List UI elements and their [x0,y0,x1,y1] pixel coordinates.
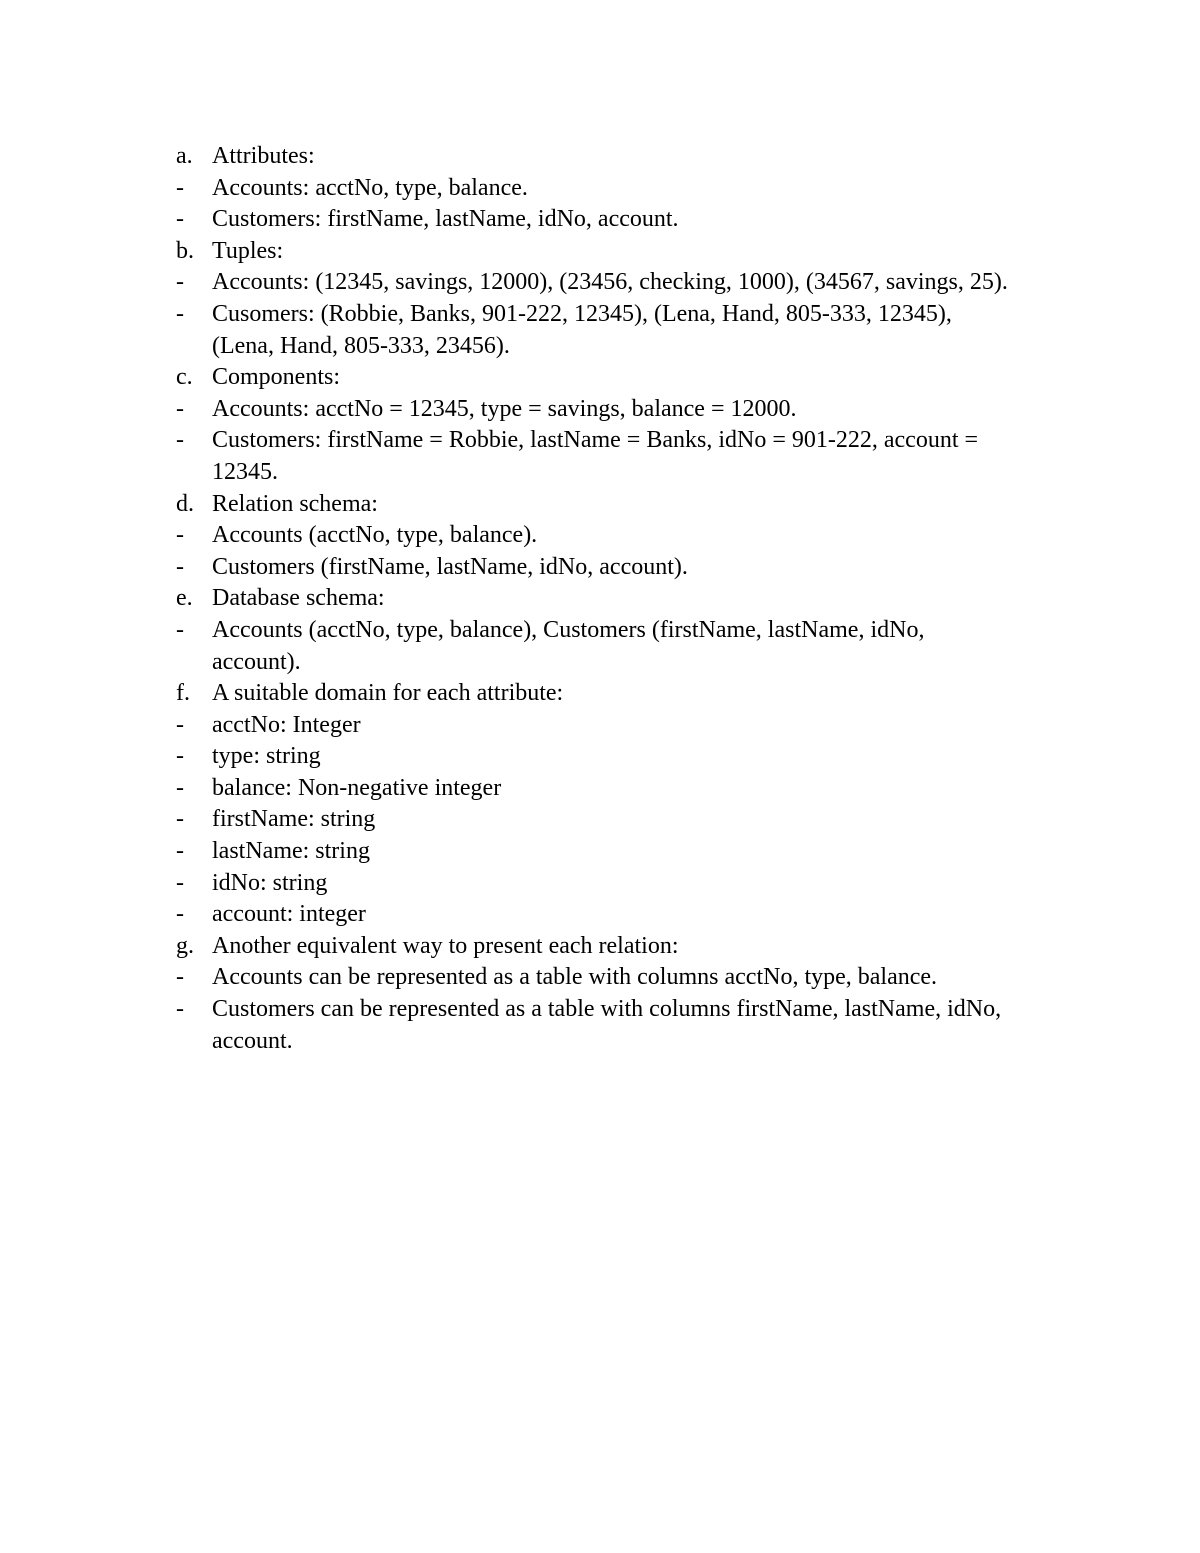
list-item [0,394,1200,426]
list-marker: - [176,616,184,643]
line-g-heading [0,931,1200,963]
list-text: Accounts: (12345, savings, 12000), (23456, checking, 1000), (34567, savings, 25). [212,269,1008,296]
list-marker: e. [176,585,193,612]
list-item [0,710,1200,742]
list-text: firstName: string [212,806,376,833]
list-marker: g. [176,932,194,959]
list-marker: - [176,300,184,327]
list-marker: - [176,553,184,580]
list-marker: - [176,806,184,833]
line-d-heading [0,489,1200,521]
list-text: Accounts can be represented as a table with columns acctNo, type, balance. [212,964,938,991]
list-item [0,836,1200,868]
list-text: Accounts: acctNo = 12345, type = savings, balance = 12000. [212,395,797,422]
list-marker: - [176,206,184,233]
list-marker: c. [176,364,193,391]
list-item [0,425,1200,457]
list-marker: - [176,711,184,738]
list-text: acctNo: Integer [212,711,361,738]
list-text: Database schema: [212,585,385,612]
list-item [0,868,1200,900]
list-marker: b. [176,237,194,264]
list-item-continuation [0,457,1200,489]
list-text: Accounts (acctNo, type, balance), Customers (firstName, lastName, idNo, [212,616,925,643]
line-b-heading [0,236,1200,268]
list-item [0,962,1200,994]
list-item [0,773,1200,805]
list-item [0,173,1200,205]
list-marker: - [176,996,184,1023]
list-marker: - [176,774,184,801]
list-item [0,552,1200,584]
list-text: Accounts: acctNo, type, balance. [212,174,528,201]
list-text: Customers: firstName, lastName, idNo, account. [212,206,679,233]
list-marker: - [176,174,184,201]
list-item [0,994,1200,1026]
list-item [0,804,1200,836]
list-text: (Lena, Hand, 805-333, 23456). [212,332,510,359]
list-marker: - [176,522,184,549]
list-marker: - [176,964,184,991]
list-text: Attributes: [212,143,315,169]
document-page [0,141,1200,1057]
list-marker: - [176,427,184,454]
list-marker: - [176,743,184,770]
list-text: account). [212,648,301,675]
list-text: type: string [212,743,321,770]
list-item [0,520,1200,552]
list-text: account: integer [212,901,366,928]
list-marker: - [176,901,184,928]
list-text: balance: Non-negative integer [212,774,502,801]
list-item [0,267,1200,299]
line-c-heading [0,362,1200,394]
list-text: Cusomers: (Robbie, Banks, 901-222, 12345), (Lena, Hand, 805-333, 12345), [212,300,952,327]
line-e-heading [0,583,1200,615]
list-marker: - [176,869,184,896]
list-text: Components: [212,364,341,391]
list-marker: d. [176,490,194,517]
list-marker: a. [176,143,193,169]
list-text: 12345. [212,458,278,485]
list-text: Another equivalent way to present each relation: [212,932,679,959]
list-text: lastName: string [212,838,370,865]
line-f-heading [0,678,1200,710]
list-item-continuation [0,647,1200,679]
list-item-continuation [0,331,1200,363]
list-item [0,741,1200,773]
list-marker: - [176,269,184,296]
list-item [0,204,1200,236]
list-text: account. [212,1027,293,1054]
line-a-heading [0,141,1200,173]
list-marker: - [176,395,184,422]
list-item-continuation [0,1026,1200,1058]
list-text: Tuples: [212,237,284,264]
list-marker: f. [176,680,190,707]
list-item [0,615,1200,647]
list-marker: - [176,838,184,865]
list-item [0,299,1200,331]
list-text: idNo: string [212,869,328,896]
list-text: A suitable domain for each attribute: [212,680,564,707]
list-text: Customers: firstName = Robbie, lastName = Banks, idNo = 901-222, account = [212,427,979,454]
list-text: Customers (firstName, lastName, idNo, account). [212,553,688,580]
list-item [0,899,1200,931]
list-text: Customers can be represented as a table with columns firstName, lastName, idNo, [212,996,1002,1023]
list-text: Relation schema: [212,490,378,517]
list-text: Accounts (acctNo, type, balance). [212,522,538,549]
